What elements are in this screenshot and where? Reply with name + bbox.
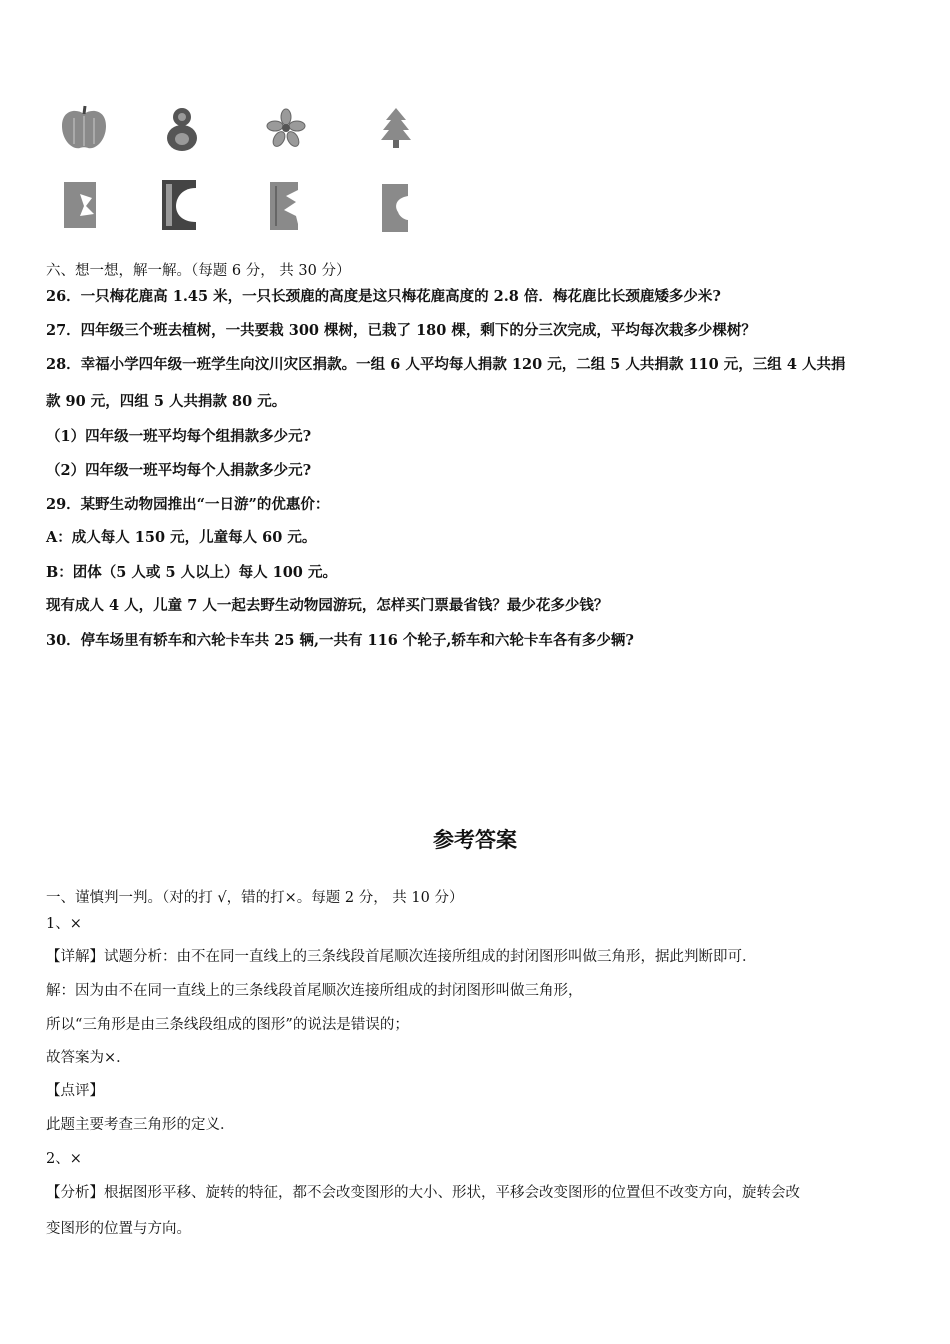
tree-figure (378, 106, 414, 150)
question-29-option-a: A：成人每人 150 元，儿童每人 60 元。 (46, 529, 317, 546)
answer-1-comment: 此题主要考查三角形的定义． (46, 1117, 235, 1133)
flower-figure (265, 108, 307, 148)
answer-1-solution: 解：因为由不在同一直线上的三条线段首尾顺次连接所组成的封闭图形叫做三角形， (46, 983, 583, 999)
question-28-part-2: （2）四年级一班平均每个人捐款多少元? (46, 462, 312, 479)
question-28-part-1: （1）四年级一班平均每个组捐款多少元? (46, 428, 312, 445)
cutout-figure-3 (268, 180, 302, 232)
gourd-figure (164, 104, 200, 152)
answer-2-analysis: 【分析】根据图形平移、旋转的特征，都不会改变图形的大小、形状，平移会改变图形的位置但不改变方向，旋转会改 (46, 1185, 800, 1201)
question-28-cont: 款 90 元，四组 5 人共捐款 80 元。 (46, 393, 287, 410)
question-28: 28．幸福小学四年级一班学生向汶川灾区捐款。一组 6 人平均每人捐款 120 元，二组 5 人共捐款 110 元，三组 4 人共捐 (46, 356, 846, 373)
answer-section-one-heading: 一、谨慎判一判。（对的打 √，错的打×。每题 2 分， 共 10 分） (46, 890, 464, 906)
question-26: 26．一只梅花鹿高 1.45 米，一只长颈鹿的高度是这只梅花鹿高度的 2.8 倍．梅花鹿比长颈鹿矮多少米? (46, 288, 721, 305)
answer-2: 2、× (46, 1151, 82, 1167)
answer-1-result: 故答案为×． (46, 1050, 131, 1066)
question-27: 27．四年级三个班去植树，一共要栽 300 棵树，已栽了 180 棵，剩下的分三次完成，平均每次栽多少棵树？ (46, 322, 756, 339)
apple-figure (58, 104, 110, 152)
answer-1-therefore: 所以“三角形是由三条线段组成的图形”的说法是错误的； (46, 1017, 409, 1033)
question-29-ask: 现有成人 4 人，儿童 7 人一起去野生动物园游玩，怎样买门票最省钱？最少花多少钱？ (46, 597, 609, 614)
answer-2-analysis-cont: 变图形的位置与方向。 (46, 1221, 191, 1237)
section-six-heading: 六、想一想，解一解。（每题 6 分， 共 30 分） (46, 263, 351, 279)
cutout-figure-1 (62, 180, 100, 230)
cutout-figure-4 (380, 182, 412, 234)
answer-1: 1、× (46, 916, 82, 932)
answer-heading: 参考答案 (433, 828, 517, 852)
answer-1-detail: 【详解】试题分析：由不在同一直线上的三条线段首尾顺次连接所组成的封闭图形叫做三角形，据此判断即可． (46, 949, 757, 965)
answer-1-comment-label: 【点评】 (46, 1083, 104, 1099)
question-29: 29．某野生动物园推出“一日游”的优惠价： (46, 496, 330, 513)
question-29-option-b: B：团体（5 人或 5 人以上）每人 100 元。 (46, 564, 337, 581)
question-30: 30．停车场里有轿车和六轮卡车共 25 辆,一共有 116 个轮子,轿车和六轮卡车各有多少辆? (46, 632, 634, 649)
cutout-figure-2 (160, 178, 200, 232)
